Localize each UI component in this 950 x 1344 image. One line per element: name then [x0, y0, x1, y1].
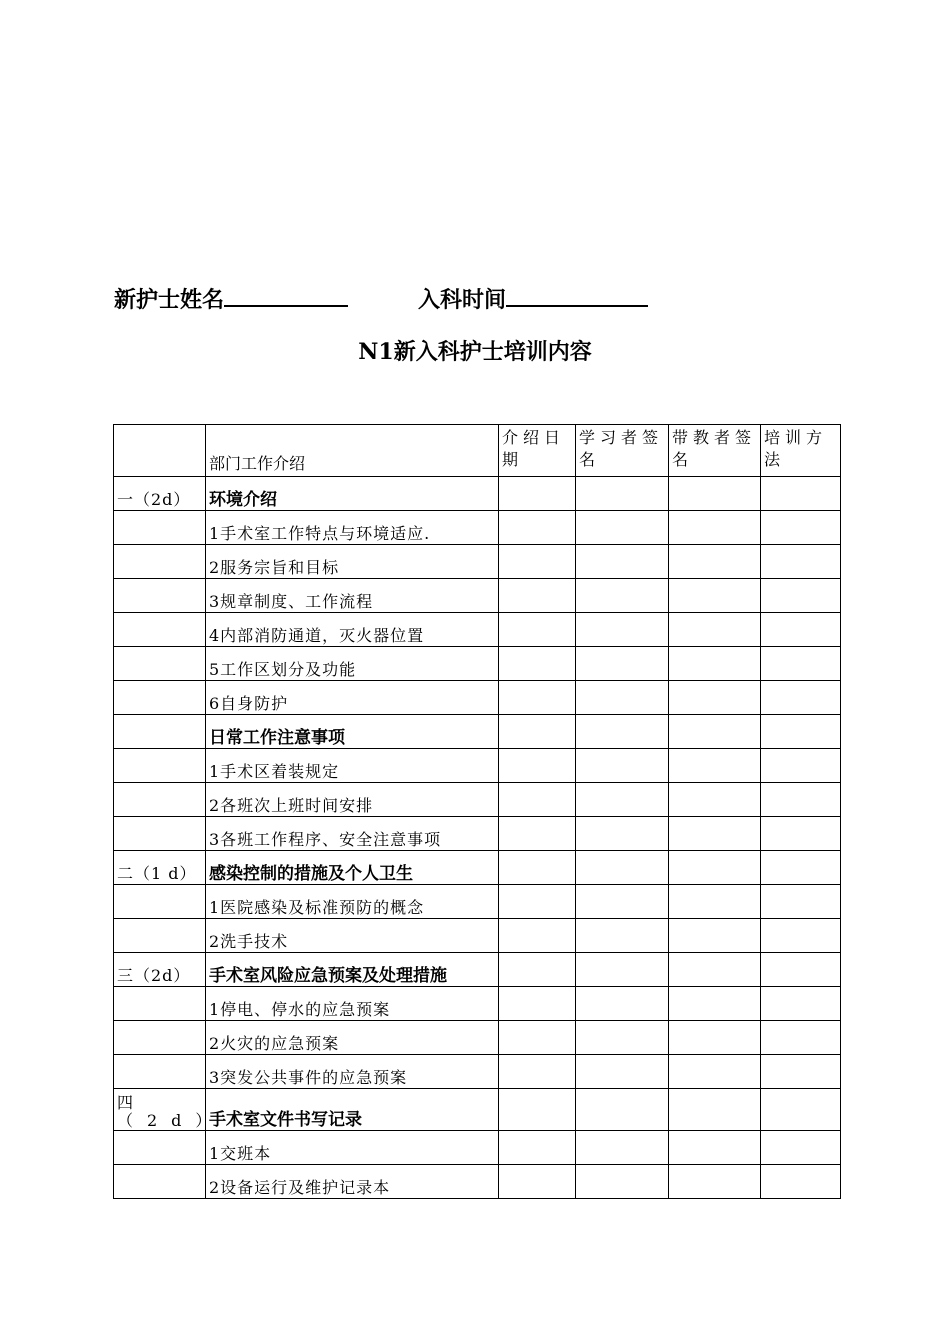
learner-signature-cell[interactable] [576, 477, 669, 511]
mentor-signature-cell[interactable] [669, 919, 761, 953]
mentor-signature-cell[interactable] [669, 987, 761, 1021]
mentor-signature-cell[interactable] [669, 579, 761, 613]
training-method-cell[interactable] [761, 953, 841, 987]
training-item: 3各班工作程序、安全注意事项 [206, 817, 499, 851]
stage-cell [114, 1131, 206, 1165]
header-intro-date: 介绍日期 [499, 425, 576, 477]
mentor-signature-cell[interactable] [669, 681, 761, 715]
training-item: 3规章制度、工作流程 [206, 579, 499, 613]
intro-date-cell[interactable] [499, 681, 576, 715]
stage-cell: 三（2d） [114, 953, 206, 987]
table-row [114, 919, 841, 953]
training-method-cell[interactable] [761, 987, 841, 1021]
training-table [113, 424, 841, 1199]
learner-signature-cell[interactable] [576, 817, 669, 851]
training-method-cell[interactable] [761, 783, 841, 817]
learner-signature-cell[interactable] [576, 851, 669, 885]
learner-signature-cell[interactable] [576, 1021, 669, 1055]
training-item: 1手术区着装规定 [206, 749, 499, 783]
stage-cell [114, 783, 206, 817]
intro-date-cell[interactable] [499, 613, 576, 647]
header-line [114, 283, 648, 314]
training-item: 5工作区划分及功能 [206, 647, 499, 681]
learner-signature-cell[interactable] [576, 545, 669, 579]
intro-date-cell[interactable] [499, 885, 576, 919]
table-row [114, 1055, 841, 1089]
stage-cell [114, 919, 206, 953]
table-section-row [114, 851, 841, 885]
table-row [114, 647, 841, 681]
intro-date-cell[interactable] [499, 579, 576, 613]
intro-date-cell[interactable] [499, 919, 576, 953]
learner-signature-cell[interactable] [576, 647, 669, 681]
mentor-signature-cell[interactable] [669, 545, 761, 579]
training-method-cell[interactable] [761, 681, 841, 715]
intro-date-cell[interactable] [499, 1131, 576, 1165]
intro-date-cell[interactable] [499, 1055, 576, 1089]
mentor-signature-cell[interactable] [669, 511, 761, 545]
table-row [114, 749, 841, 783]
training-method-cell[interactable] [761, 817, 841, 851]
stage-cell: 一（2d） [114, 477, 206, 511]
section-heading: 感染控制的措施及个人卫生 [206, 851, 499, 885]
entry-date-blank[interactable] [506, 283, 648, 307]
training-item: 2设备运行及维护记录本 [206, 1165, 499, 1199]
training-method-cell[interactable] [761, 715, 841, 749]
table-section-row [114, 715, 841, 749]
training-method-cell[interactable] [761, 851, 841, 885]
intro-date-cell[interactable] [499, 647, 576, 681]
mentor-signature-cell[interactable] [669, 851, 761, 885]
entry-date-label: 入科时间 [418, 288, 507, 313]
mentor-signature-cell[interactable] [669, 1131, 761, 1165]
mentor-signature-cell[interactable] [669, 1021, 761, 1055]
table-row [114, 545, 841, 579]
training-method-cell[interactable] [761, 1131, 841, 1165]
intro-date-cell[interactable] [499, 783, 576, 817]
mentor-signature-cell[interactable] [669, 817, 761, 851]
stage-cell [114, 817, 206, 851]
training-method-cell[interactable] [761, 749, 841, 783]
mentor-signature-cell[interactable] [669, 749, 761, 783]
training-item: 2火灾的应急预案 [206, 1021, 499, 1055]
training-method-cell[interactable] [761, 1089, 841, 1131]
training-method-cell[interactable] [761, 647, 841, 681]
table-row [114, 817, 841, 851]
training-item: 6自身防护 [206, 681, 499, 715]
table-section-row [114, 1089, 841, 1131]
stage-cell [114, 579, 206, 613]
intro-date-cell[interactable] [499, 715, 576, 749]
learner-signature-cell[interactable] [576, 987, 669, 1021]
training-item: 1医院感染及标准预防的概念 [206, 885, 499, 919]
mentor-signature-cell[interactable] [669, 715, 761, 749]
training-item: 1手术室工作特点与环境适应. [206, 511, 499, 545]
learner-signature-cell[interactable] [576, 885, 669, 919]
table-row [114, 783, 841, 817]
mentor-signature-cell[interactable] [669, 477, 761, 511]
learner-signature-cell[interactable] [576, 1165, 669, 1199]
section-heading: 环境介绍 [206, 477, 499, 511]
intro-date-cell[interactable] [499, 851, 576, 885]
table-row [114, 987, 841, 1021]
table-row [114, 613, 841, 647]
training-method-cell[interactable] [761, 1021, 841, 1055]
table-row [114, 511, 841, 545]
header-learner-signature: 学习者签名 [576, 425, 669, 477]
training-method-cell[interactable] [761, 1055, 841, 1089]
section-heading: 手术室文件书写记录 [206, 1089, 499, 1131]
mentor-signature-cell[interactable] [669, 647, 761, 681]
learner-signature-cell[interactable] [576, 613, 669, 647]
table-row [114, 885, 841, 919]
stage-cell [114, 545, 206, 579]
training-method-cell[interactable] [761, 477, 841, 511]
training-method-cell[interactable] [761, 919, 841, 953]
intro-date-cell[interactable] [499, 817, 576, 851]
table-row [114, 681, 841, 715]
stage-cell [114, 613, 206, 647]
learner-signature-cell[interactable] [576, 1055, 669, 1089]
intro-date-cell[interactable] [499, 953, 576, 987]
mentor-signature-cell[interactable] [669, 953, 761, 987]
training-item: 1交班本 [206, 1131, 499, 1165]
mentor-signature-cell[interactable] [669, 1055, 761, 1089]
mentor-signature-cell[interactable] [669, 783, 761, 817]
mentor-signature-cell[interactable] [669, 1165, 761, 1199]
stage-cell [114, 681, 206, 715]
document-title [0, 335, 950, 366]
learner-signature-cell[interactable] [576, 1089, 669, 1131]
stage-cell: 二（1 d） [114, 851, 206, 885]
training-item: 3突发公共事件的应急预案 [206, 1055, 499, 1089]
header-training-method: 培训方法 [761, 425, 841, 477]
table-row [114, 1021, 841, 1055]
learner-signature-cell[interactable] [576, 919, 669, 953]
training-method-cell[interactable] [761, 885, 841, 919]
training-item: 1停电、停水的应急预案 [206, 987, 499, 1021]
intro-date-cell[interactable] [499, 987, 576, 1021]
stage-cell [114, 1165, 206, 1199]
training-method-cell[interactable] [761, 511, 841, 545]
training-method-cell[interactable] [761, 579, 841, 613]
training-item: 4内部消防通道，灭火器位置 [206, 613, 499, 647]
header-mentor-signature: 带教者签名 [669, 425, 761, 477]
training-method-cell[interactable] [761, 1165, 841, 1199]
mentor-signature-cell[interactable] [669, 885, 761, 919]
mentor-signature-cell[interactable] [669, 613, 761, 647]
learner-signature-cell[interactable] [576, 715, 669, 749]
nurse-name-blank[interactable] [224, 283, 348, 307]
table-row [114, 1165, 841, 1199]
intro-date-cell[interactable] [499, 1165, 576, 1199]
stage-cell [114, 1021, 206, 1055]
table-row [114, 1131, 841, 1165]
stage-cell [114, 511, 206, 545]
stage-cell [114, 715, 206, 749]
stage-cell [114, 987, 206, 1021]
learner-signature-cell[interactable] [576, 953, 669, 987]
learner-signature-cell[interactable] [576, 1131, 669, 1165]
learner-signature-cell[interactable] [576, 579, 669, 613]
intro-date-cell[interactable] [499, 477, 576, 511]
stage-cell [114, 1055, 206, 1089]
stage-cell [114, 885, 206, 919]
learner-signature-cell[interactable] [576, 783, 669, 817]
table-section-row [114, 477, 841, 511]
training-method-cell[interactable] [761, 613, 841, 647]
section-heading: 手术室风险应急预案及处理措施 [206, 953, 499, 987]
title-text: 新入科护士培训内容 [393, 340, 592, 365]
header-dept-intro: 部门工作介绍 [206, 425, 499, 477]
learner-signature-cell[interactable] [576, 681, 669, 715]
training-item: 2服务宗旨和目标 [206, 545, 499, 579]
table-row [114, 579, 841, 613]
table-header-row [114, 425, 841, 477]
section-heading: 日常工作注意事项 [206, 715, 499, 749]
training-item: 2各班次上班时间安排 [206, 783, 499, 817]
mentor-signature-cell[interactable] [669, 1089, 761, 1131]
table-section-row [114, 953, 841, 987]
header-stage-cell [114, 425, 206, 477]
learner-signature-cell[interactable] [576, 749, 669, 783]
stage-cell [114, 749, 206, 783]
stage-cell: 四（2d） [114, 1089, 206, 1131]
intro-date-cell[interactable] [499, 1089, 576, 1131]
title-prefix: N1 [358, 339, 394, 365]
intro-date-cell[interactable] [499, 749, 576, 783]
learner-signature-cell[interactable] [576, 511, 669, 545]
stage-cell [114, 647, 206, 681]
nurse-name-label: 新护士姓名 [114, 288, 225, 313]
intro-date-cell[interactable] [499, 545, 576, 579]
intro-date-cell[interactable] [499, 511, 576, 545]
training-method-cell[interactable] [761, 545, 841, 579]
training-item: 2洗手技术 [206, 919, 499, 953]
intro-date-cell[interactable] [499, 1021, 576, 1055]
